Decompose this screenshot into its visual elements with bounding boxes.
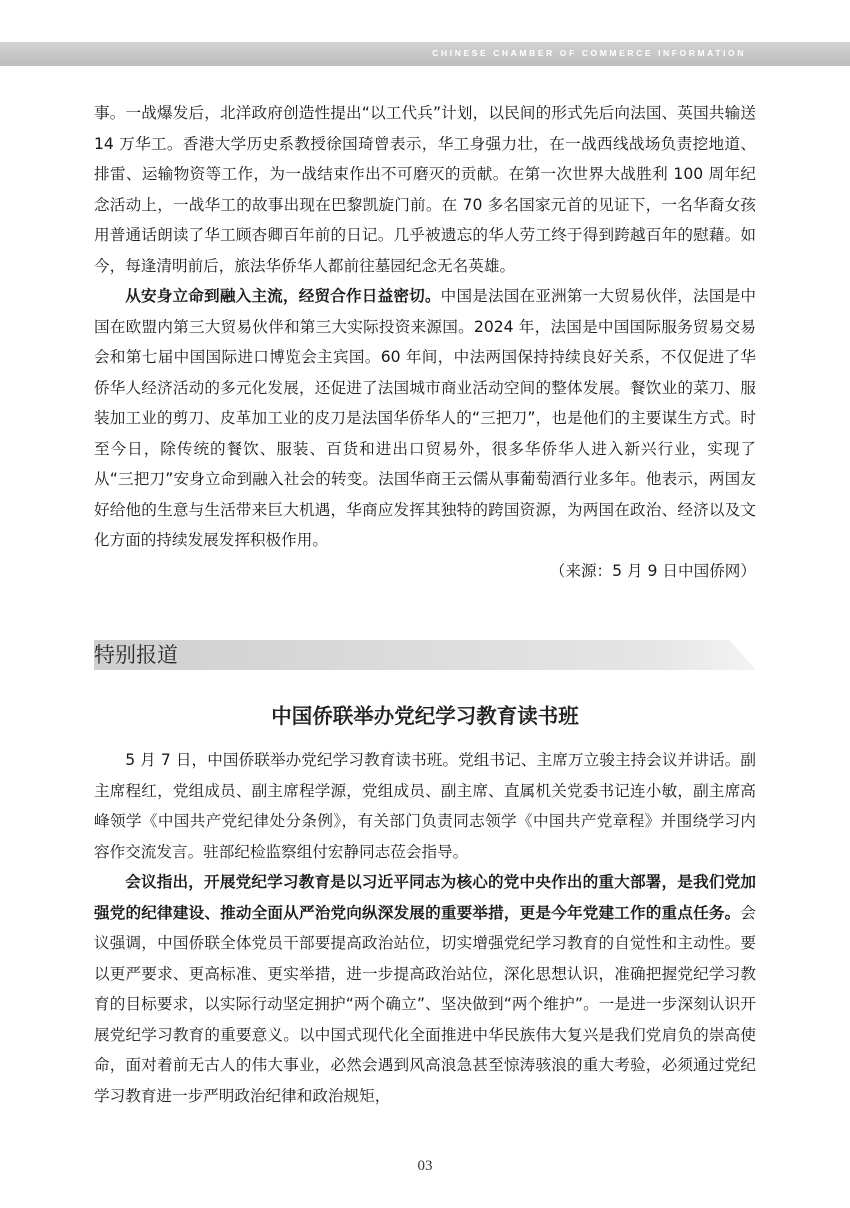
paragraph-text: 会议强调，中国侨联全体党员干部要提高政治站位，切实增强党纪学习教育的自觉性和主动性。要以更严要求、更高标准、更实举措，进一步提高政治站位，深化思想认识，准确把握党纪学习教育的目标要求，以实际行动坚定拥护“两个确立”、坚决做到“两个维护”。一是进一步深刻认识开展党纪学习教育的重要意义。以中国式现代化全面推进中华民族伟大复兴是我们党肩负的崇高使命，面对着前无古人的伟大事业，必然会遇到风高浪急甚至惊涛骇浪的重大考验，必须通过党纪学习教育进一步严明政治纪律和政治规矩， — [94, 903, 756, 1105]
paragraph-text: 中国是法国在亚洲第一大贸易伙伴，法国是中国在欧盟内第三大贸易伙伴和第三大实际投资来源国。2024 年，法国是中国国际服务贸易交易会和第七届中国国际进口博览会主宾国。60 年间，中法两国保持持续良好关系，不仅促进了华侨华人经济活动的多元化发展，还促进了法国城市商业活动空间的整体发展。餐饮业的菜刀、服装加工业的剪刀、皮革加工业的皮刀是法国华侨华人的“三把刀”，也是他们的主要谋生方式。时至今日，除传统的餐饮、服装、百货和进出口贸易外，很多华侨华人进入新兴行业，实现了从“三把刀”安身立命到融入社会的转变。法国华商王云儒从事葡萄酒行业多年。他表示，两国友好给他的生意与生活带来巨大机遇，华商应发挥其独特的跨国资源，为两国在政治、经济以及文化方面的持续发展发挥积极作用。 — [94, 287, 756, 549]
source-note: （来源：5 月 9 日中国侨网） — [549, 561, 756, 580]
article-title: 中国侨联举办党纪学习教育读书班 — [271, 704, 579, 728]
bold-lead: 会议指出，开展党纪学习教育是以习近平同志为核心的党中央作出的重大部署，是我们党加强党的纪律建设、推动全面从严治党向纵深发展的重要举措，更是今年党建工作的重点任务。 — [94, 873, 756, 922]
bold-lead: 从安身立命到融入主流，经贸合作日益密切。 — [125, 287, 441, 305]
upper-article — [94, 98, 756, 586]
page-number: 03 — [417, 1158, 433, 1174]
paragraph: 5 月 7 日，中国侨联举办党纪学习教育读书班。党组书记、主席万立骏主持会议并讲话。副主席程红，党组成员、副主席程学源，党组成员、副主席、直属机关党委书记连小敏，副主席高峰领学《中国共产党纪律处分条例》，有关部门负责同志领学《中国共产党章程》并围绕学习内容作交流发言。驻部纪检监察组付宏静同志莅会指导。 — [94, 751, 756, 861]
paragraph — [94, 281, 756, 556]
running-header: CHINESE CHAMBER OF COMMERCE INFORMATION — [432, 48, 746, 58]
section-title: 特别报道 — [94, 643, 178, 667]
main-article — [94, 745, 756, 1111]
section-band — [94, 640, 756, 670]
paragraph: 事。一战爆发后，北洋政府创造性提出“以工代兵”计划，以民间的形式先后向法国、英国共输送 14 万华工。香港大学历史系教授徐国琦曾表示，华工身强力壮，在一战西线战场负责挖地道、排雷、运输物资等工作，为一战结束作出不可磨灭的贡献。在第一次世界大战胜利 100 周年纪念活动上，一战华工的故事出现在巴黎凯旋门前。在 70 多名国家元首的见证下，一名华裔女孩用普通话朗读了华工顾杏卿百年前的日记。几乎被遗忘的华人劳工终于得到跨越百年的慰藉。如今，每逢清明前后，旅法华侨华人都前往墓园纪念无名英雄。 — [94, 104, 756, 275]
paragraph — [94, 867, 756, 1111]
